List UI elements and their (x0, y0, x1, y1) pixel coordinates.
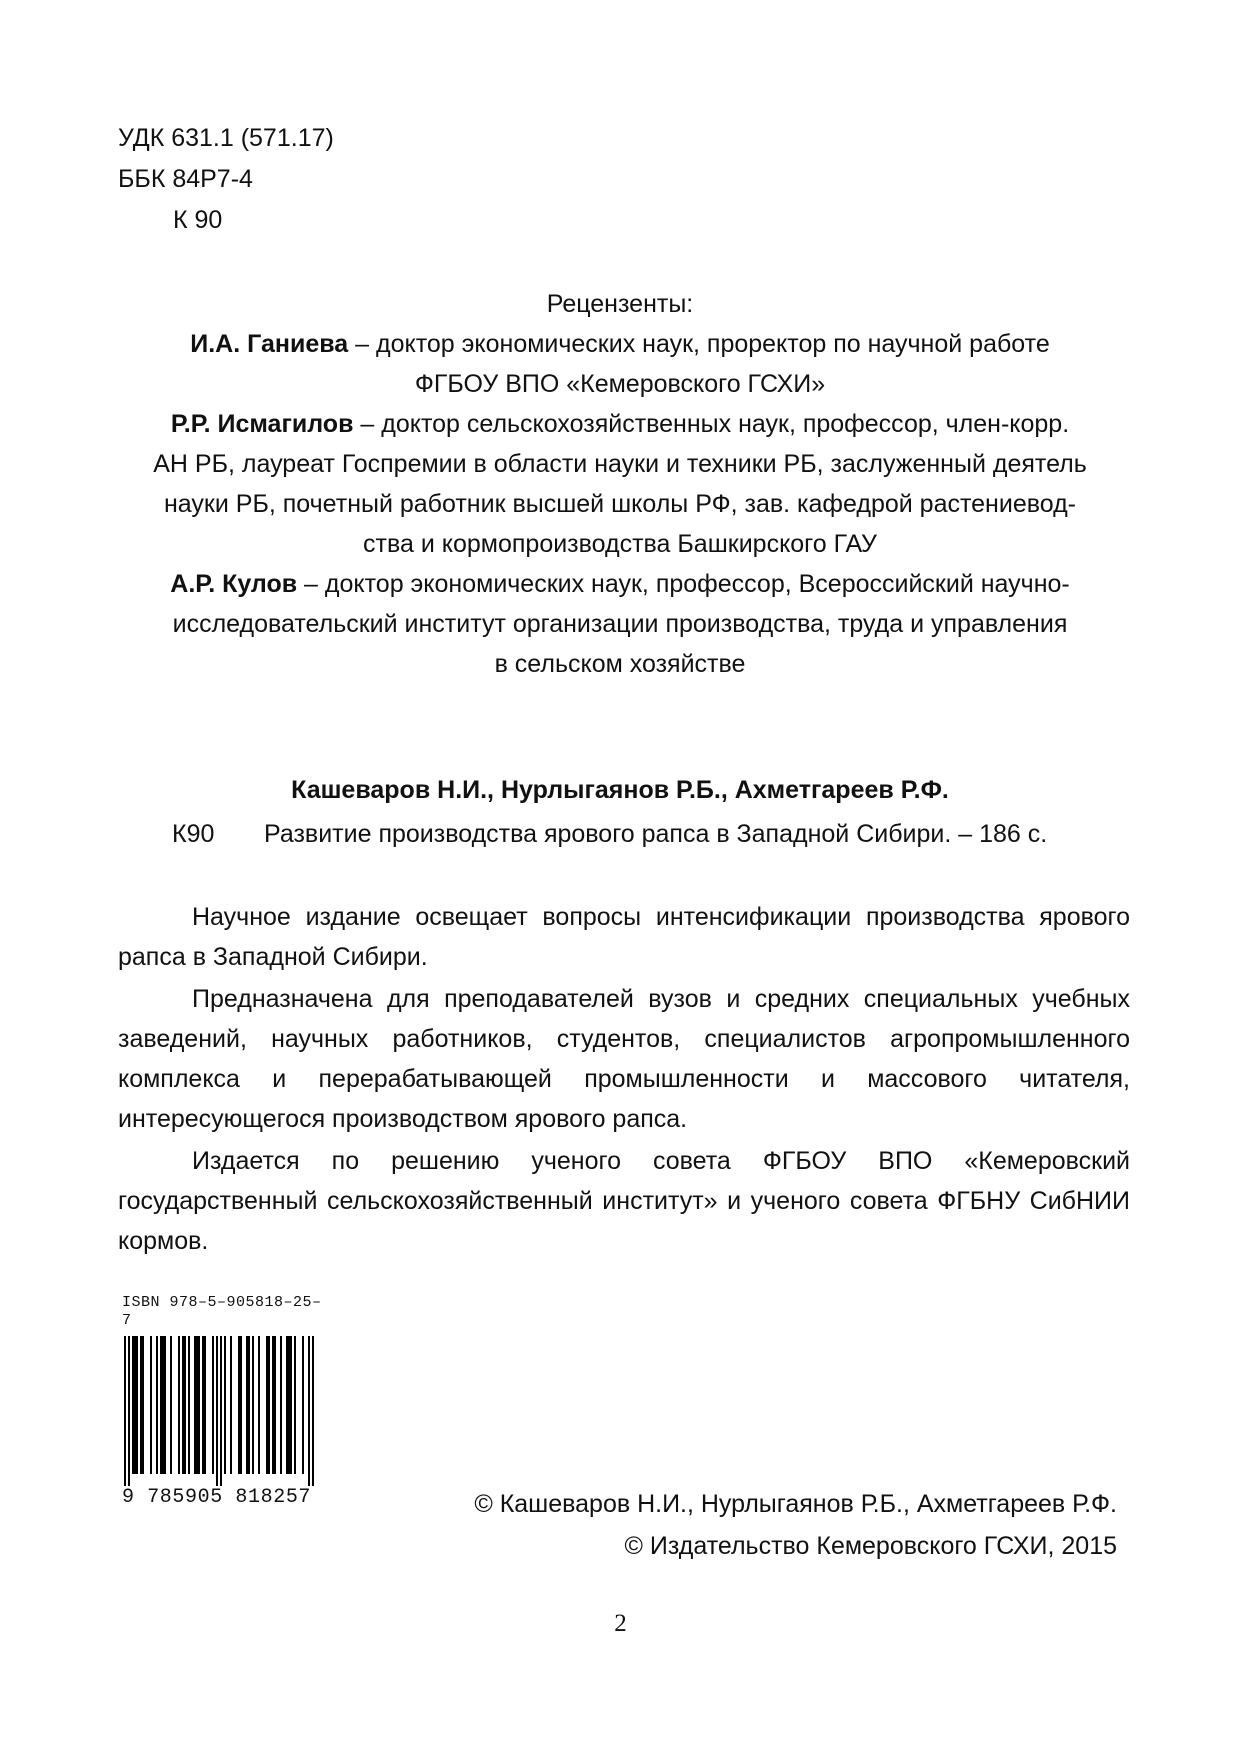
isbn-block (122, 1294, 322, 1508)
barcode-bar (290, 1336, 292, 1474)
isbn-label: ISBN 978–5–905818–25–7 (122, 1294, 322, 1329)
barcode-bar (238, 1336, 240, 1474)
reviewer-line: ФГБОУ ВПО «Кемеровского ГСХИ» (414, 370, 826, 398)
barcode-bar (288, 1336, 290, 1474)
barcode-bar (274, 1336, 276, 1474)
copyright-publisher: © Издательство Кемеровского ГСХИ, 2015 (624, 1532, 1117, 1560)
barcode-bar (196, 1336, 198, 1474)
annotation-paragraph: Предназначена для преподавателей вузов и средних специальных учебных заведений, научных работников, студентов, специалистов агропромышленного комплекса и перерабатывающей промышленности и массового читателя, интересующегося производством ярового рапса. (118, 985, 1130, 1133)
barcode-bar (194, 1336, 196, 1474)
bbk-code: ББК 84Р7-4 (118, 165, 253, 193)
barcode-bar (202, 1336, 204, 1474)
barcode-bar (246, 1336, 248, 1474)
barcode-bar (160, 1336, 162, 1474)
author-mark: К 90 (173, 206, 223, 234)
barcode-bar (248, 1336, 250, 1474)
barcode-bar (308, 1336, 310, 1486)
reviewer-name: И.А. Ганиева (190, 330, 349, 358)
page-number: 2 (614, 1610, 627, 1637)
barcode-bar (178, 1336, 180, 1474)
barcode-bar (212, 1336, 214, 1474)
barcode-bar (224, 1336, 226, 1474)
barcode-bar (136, 1336, 138, 1474)
barcode-bar (240, 1336, 242, 1474)
barcode-bar (268, 1336, 270, 1474)
catalog-code: К90 (172, 820, 215, 848)
barcode-bar (156, 1336, 158, 1474)
reviewers-section (125, 284, 1115, 684)
barcode-bar (312, 1336, 314, 1486)
barcode-bar (150, 1336, 152, 1474)
catalog-authors: Кашеваров Н.И., Нурлыгаянов Р.Б., Ахметгареев Р.Ф. (291, 776, 949, 804)
barcode-bar (216, 1336, 218, 1486)
reviewer-line: науки РБ, почетный работник высшей школы РФ, зав. кафедрой растениевод- (164, 490, 1076, 518)
isbn-digits: 9 785905 818257 (122, 1486, 312, 1509)
barcode-bar (258, 1336, 260, 1474)
annotation-paragraph: Издается по решению ученого совета ФГБОУ ВПО «Кемеровский государственный сельскохозяйственный институт» и ученого совета ФГБНУ СибНИИ кормов. (118, 1147, 1130, 1255)
classification-codes (118, 118, 334, 241)
reviewer-line: – доктор экономических наук, профессор, Всероссийский научно- (297, 570, 1070, 598)
reviewer-name: Р.Р. Исмагилов (170, 410, 354, 438)
barcode-bar (134, 1336, 136, 1474)
reviewer-line: АН РБ, лауреат Госпремии в области науки и техники РБ, заслуженный деятель (153, 450, 1087, 478)
barcode-bar (128, 1336, 130, 1486)
reviewer-line: в сельском хозяйстве (494, 650, 746, 678)
barcode-bar (204, 1336, 206, 1474)
barcode-bar (140, 1336, 142, 1474)
reviewer-name: А.Р. Кулов (170, 570, 298, 598)
annotation-paragraph: Научное издание освещает вопросы интенсификации производства ярового рапса в Западной Сибири. (118, 903, 1130, 971)
reviewer-line: – доктор экономических наук, проректор по научной работе (348, 330, 1050, 358)
isbn-barcode (122, 1336, 316, 1486)
barcode-bar (132, 1336, 134, 1474)
reviewer-entry (125, 404, 1115, 564)
barcode-bar (280, 1336, 282, 1474)
barcode-bar (162, 1336, 164, 1474)
barcode-bar (294, 1336, 296, 1474)
barcode-bar (272, 1336, 274, 1474)
barcode-bar (188, 1336, 190, 1474)
reviewer-line: ства и кормопроизводства Башкирского ГАУ (363, 530, 877, 558)
udk-code: УДК 631.1 (571.17) (118, 124, 334, 152)
barcode-bar (266, 1336, 268, 1474)
copyright-authors: © Кашеваров Н.И., Нурлыгаянов Р.Б., Ахметгареев Р.Ф. (474, 1490, 1117, 1518)
barcode-bar (124, 1336, 126, 1486)
catalog-title: Развитие производства ярового рапса в Западной Сибири. – 186 с. (264, 820, 1048, 848)
reviewer-line: – доктор сельскохозяйственных наук, профессор, член-корр. (353, 410, 1070, 438)
barcode-bar (142, 1336, 144, 1474)
barcode-bar (230, 1336, 232, 1474)
reviewer-entry (125, 324, 1115, 404)
catalog-entry (172, 816, 1132, 853)
barcode-bar (198, 1336, 200, 1474)
barcode-bar (252, 1336, 254, 1474)
reviewer-entry (125, 564, 1115, 684)
annotation (118, 897, 1130, 1263)
reviewers-heading: Рецензенты: (546, 290, 694, 318)
barcode-bar (286, 1336, 288, 1474)
barcode-bar (302, 1336, 304, 1474)
barcode-bar (182, 1336, 184, 1474)
barcode-bar (184, 1336, 186, 1474)
barcode-bar (220, 1336, 222, 1486)
barcode-bar (164, 1336, 166, 1474)
barcode-bar (170, 1336, 172, 1474)
copyright-block (474, 1483, 1117, 1567)
reviewer-line: исследовательский институт организации производства, труда и управления (172, 610, 1068, 638)
